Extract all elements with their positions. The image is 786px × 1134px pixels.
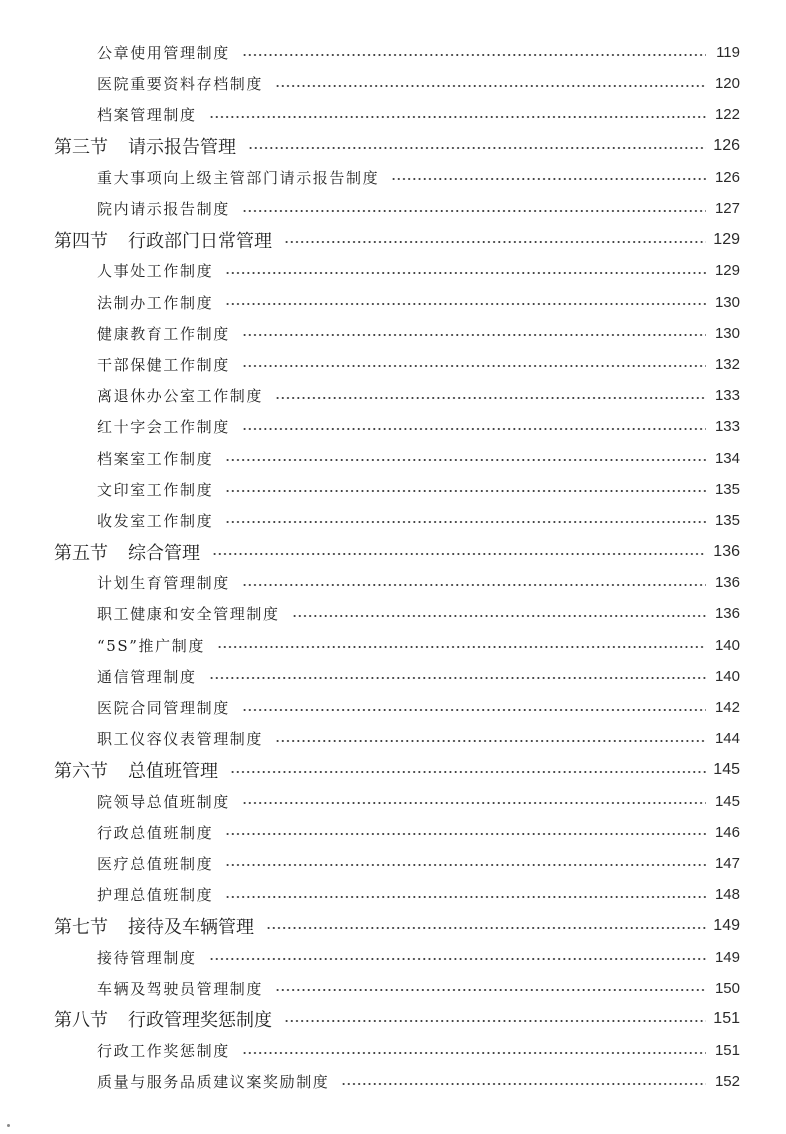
item-title: 职工仪容仪表管理制度	[97, 730, 264, 749]
toc-item-row[interactable]	[0, 848, 786, 879]
dot-leader	[225, 490, 706, 492]
toc-item-row[interactable]	[0, 598, 786, 629]
item-title: 接待管理制度	[97, 948, 197, 967]
toc-item-row[interactable]	[0, 1035, 786, 1066]
item-title: 院内请示报告制度	[97, 200, 230, 219]
dot-leader	[217, 646, 706, 648]
toc-entry-title	[97, 167, 379, 188]
toc-section-row[interactable]	[0, 536, 786, 567]
dot-leader	[266, 927, 706, 929]
dot-leader	[242, 584, 706, 586]
toc-item-row[interactable]	[0, 973, 786, 1004]
dot-leader	[248, 147, 706, 149]
section-title: 行政部门日常管理	[128, 230, 272, 252]
page-number: 122	[714, 106, 740, 124]
toc-entry-title	[97, 666, 197, 687]
toc-entry-title	[97, 416, 230, 437]
dot-leader	[225, 303, 706, 305]
page-number: 148	[714, 886, 740, 904]
toc-item-row[interactable]	[0, 162, 786, 193]
corner-dot	[7, 1124, 10, 1127]
item-title: 健康教育工作制度	[97, 324, 230, 343]
item-title: “5S”推广制度	[97, 636, 205, 655]
page-number: 150	[714, 979, 740, 997]
section-title: 行政管理奖惩制度	[128, 1010, 272, 1032]
toc-item-row[interactable]	[0, 193, 786, 224]
toc-entry-title	[54, 227, 272, 253]
page-number: 134	[714, 449, 740, 467]
toc-entry-title	[97, 635, 205, 656]
page-number: 151	[714, 1042, 740, 1060]
toc-item-row[interactable]	[0, 567, 786, 598]
page-number: 129	[713, 230, 740, 248]
toc-item-row[interactable]	[0, 817, 786, 848]
toc-entry-title	[54, 757, 218, 783]
toc-section-row[interactable]	[0, 910, 786, 941]
dot-leader	[230, 771, 706, 773]
toc-item-row[interactable]	[0, 692, 786, 723]
page-number: 149	[713, 916, 740, 934]
toc-entry-title	[97, 978, 263, 999]
section-title: 综合管理	[128, 542, 200, 564]
page-number: 144	[714, 730, 740, 748]
page-number: 147	[714, 854, 740, 872]
item-title: 院领导总值班制度	[97, 792, 230, 811]
item-title: 通信管理制度	[97, 667, 197, 686]
toc-entry-title	[97, 947, 197, 968]
item-title: 医院合同管理制度	[97, 699, 230, 718]
page-number: 120	[714, 75, 740, 93]
section-title: 请示报告管理	[128, 137, 236, 159]
toc-entry-title	[97, 448, 213, 469]
toc-item-row[interactable]	[0, 1066, 786, 1097]
dot-leader	[209, 677, 706, 679]
toc-entry-title	[97, 479, 213, 500]
toc-entry-title	[97, 728, 263, 749]
section-number: 第四节	[54, 230, 108, 252]
toc-item-row[interactable]	[0, 99, 786, 130]
item-title: 质量与服务品质建议案奖励制度	[97, 1073, 330, 1092]
dot-leader	[209, 958, 706, 960]
table-of-contents	[0, 37, 786, 1097]
item-title: 干部保健工作制度	[97, 355, 230, 374]
item-title: 人事处工作制度	[97, 262, 214, 281]
dot-leader	[391, 178, 706, 180]
page-number: 136	[714, 605, 740, 623]
dot-leader	[225, 896, 706, 898]
toc-entry-title	[54, 539, 200, 565]
dot-leader	[242, 802, 706, 804]
toc-section-row[interactable]	[0, 754, 786, 785]
item-title: 护理总值班制度	[97, 886, 214, 905]
toc-item-row[interactable]	[0, 318, 786, 349]
toc-section-row[interactable]	[0, 224, 786, 255]
page-number: 145	[713, 760, 740, 778]
dot-leader	[275, 397, 706, 399]
dot-leader	[242, 210, 706, 212]
page-number: 151	[713, 1010, 740, 1028]
toc-item-row[interactable]	[0, 37, 786, 68]
dot-leader	[242, 365, 706, 367]
page-number: 140	[714, 636, 740, 654]
section-title: 总值班管理	[128, 760, 218, 782]
page-number: 135	[714, 480, 740, 498]
page-number: 129	[714, 262, 740, 280]
toc-entry-title	[54, 913, 254, 939]
toc-entry-title	[97, 354, 230, 375]
toc-entry-title	[97, 853, 213, 874]
toc-entry-title	[97, 292, 213, 313]
toc-item-row[interactable]	[0, 411, 786, 442]
toc-entry-title	[54, 1006, 272, 1032]
item-title: 档案室工作制度	[97, 449, 214, 468]
dot-leader	[225, 459, 706, 461]
item-title: 医院重要资料存档制度	[97, 75, 264, 94]
toc-item-row[interactable]	[0, 474, 786, 505]
item-title: 离退休办公室工作制度	[97, 387, 264, 406]
toc-entry-title	[97, 697, 230, 718]
page-number: 132	[714, 355, 740, 373]
item-title: 车辆及驾驶员管理制度	[97, 979, 264, 998]
section-number: 第六节	[54, 760, 108, 782]
dot-leader	[275, 740, 706, 742]
dot-leader	[225, 272, 706, 274]
dot-leader	[242, 428, 706, 430]
dot-leader	[284, 241, 706, 243]
toc-item-row[interactable]	[0, 879, 786, 910]
toc-entry-title	[97, 510, 213, 531]
dot-leader	[242, 334, 706, 336]
toc-item-row[interactable]	[0, 349, 786, 380]
section-title: 接待及车辆管理	[128, 916, 254, 938]
dot-leader	[292, 615, 706, 617]
item-title: 收发室工作制度	[97, 511, 214, 530]
toc-item-row[interactable]	[0, 287, 786, 318]
dot-leader	[341, 1083, 706, 1085]
page-number: 149	[714, 948, 740, 966]
dot-leader	[212, 553, 706, 555]
page-number: 130	[714, 324, 740, 342]
page-number: 136	[713, 542, 740, 560]
toc-item-row[interactable]	[0, 661, 786, 692]
toc-entry-title	[97, 884, 213, 905]
dot-leader	[284, 1020, 706, 1022]
item-title: 重大事项向上级主管部门请示报告制度	[97, 168, 380, 187]
toc-entry-title	[97, 1040, 230, 1061]
toc-item-row[interactable]	[0, 68, 786, 99]
page-number: 140	[714, 667, 740, 685]
item-title: 行政工作奖惩制度	[97, 1042, 230, 1061]
toc-entry-title	[97, 73, 263, 94]
item-title: 医疗总值班制度	[97, 854, 214, 873]
page-number: 135	[714, 511, 740, 529]
item-title: 计划生育管理制度	[97, 574, 230, 593]
toc-entry-title	[97, 260, 213, 281]
page-number: 127	[714, 200, 740, 218]
section-number: 第三节	[54, 137, 108, 159]
toc-entry-title	[97, 822, 213, 843]
dot-leader	[275, 989, 706, 991]
toc-entry-title	[97, 572, 230, 593]
dot-leader	[242, 54, 706, 56]
dot-leader	[242, 1052, 706, 1054]
toc-item-row[interactable]	[0, 786, 786, 817]
item-title: 法制办工作制度	[97, 293, 214, 312]
page-number: 133	[714, 418, 740, 436]
item-title: 职工健康和安全管理制度	[97, 605, 280, 624]
dot-leader	[242, 709, 706, 711]
toc-entry-title	[97, 385, 263, 406]
toc-entry-title	[97, 104, 197, 125]
toc-entry-title	[97, 323, 230, 344]
item-title: 档案管理制度	[97, 106, 197, 125]
toc-item-row[interactable]	[0, 505, 786, 536]
item-title: 行政总值班制度	[97, 823, 214, 842]
page-number: 130	[714, 293, 740, 311]
section-number: 第七节	[54, 916, 108, 938]
page-number: 142	[714, 699, 740, 717]
section-number: 第五节	[54, 542, 108, 564]
toc-entry-title	[97, 603, 280, 624]
toc-item-row[interactable]	[0, 255, 786, 286]
dot-leader	[225, 864, 706, 866]
toc-item-row[interactable]	[0, 442, 786, 473]
item-title: 红十字会工作制度	[97, 418, 230, 437]
toc-item-row[interactable]	[0, 941, 786, 972]
page-number: 126	[714, 168, 740, 186]
page-number: 126	[713, 137, 740, 155]
toc-item-row[interactable]	[0, 723, 786, 754]
toc-item-row[interactable]	[0, 380, 786, 411]
dot-leader	[225, 521, 706, 523]
toc-item-row[interactable]	[0, 630, 786, 661]
toc-section-row[interactable]	[0, 1004, 786, 1035]
toc-entry-title	[97, 791, 230, 812]
dot-leader	[225, 833, 706, 835]
section-number: 第八节	[54, 1010, 108, 1032]
page-number: 119	[716, 44, 740, 62]
item-title: 文印室工作制度	[97, 480, 214, 499]
page-number: 136	[714, 574, 740, 592]
dot-leader	[209, 116, 706, 118]
page-number: 145	[714, 792, 740, 810]
page-number: 152	[714, 1073, 740, 1091]
toc-entry-title	[54, 133, 236, 159]
toc-section-row[interactable]	[0, 131, 786, 162]
page-number: 146	[714, 823, 740, 841]
item-title: 公章使用管理制度	[97, 44, 230, 63]
page-number: 133	[714, 387, 740, 405]
toc-entry-title	[97, 1071, 329, 1092]
toc-entry-title	[97, 198, 230, 219]
dot-leader	[275, 85, 706, 87]
toc-entry-title	[97, 42, 230, 63]
